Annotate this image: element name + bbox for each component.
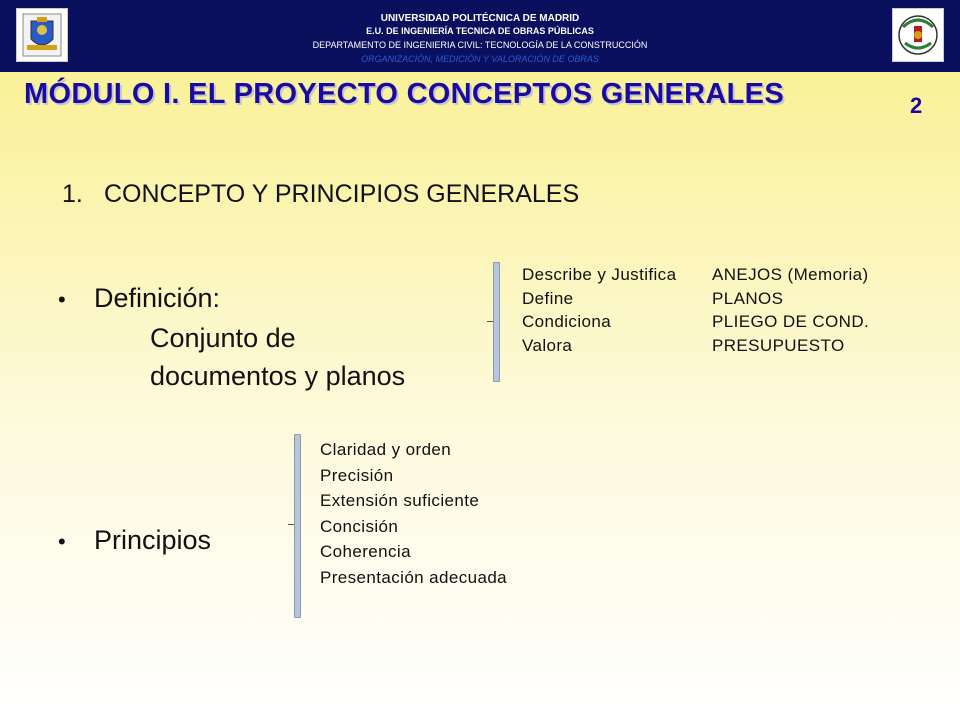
list-item: [522, 336, 869, 360]
principios-bullet: [58, 525, 211, 556]
principios-label: Principios: [94, 525, 212, 555]
doc-verb: Define: [522, 288, 574, 308]
list-item: Precisión: [320, 465, 394, 485]
list-item: Coherencia: [320, 542, 411, 561]
definicion-bullet: [58, 283, 220, 314]
page-number: 2: [910, 93, 923, 118]
list-item: Presentación adecuada: [320, 567, 508, 587]
list-item: Extensión suficiente: [320, 491, 480, 510]
definicion-text-line1: Conjunto de: [150, 323, 296, 353]
section-number: 1.: [62, 180, 83, 208]
list-item: Claridad y orden: [320, 440, 452, 459]
list-item: [522, 289, 869, 313]
bullet-icon: •: [58, 286, 66, 312]
slide-title: MÓDULO I. EL PROYECTO CONCEPTOS GENERALES: [24, 78, 784, 110]
doc-name: PRESUPUESTO: [712, 335, 845, 355]
school-name: E.U. DE INGENIERÍA TECNICA DE OBRAS PÚBLICAS: [366, 26, 594, 36]
doc-name: ANEJOS (Memoria): [712, 265, 869, 284]
doc-name: PLIEGO DE COND.: [712, 312, 870, 331]
bullet-icon: •: [58, 528, 66, 554]
list-item: Concisión: [320, 516, 399, 536]
definicion-bracket: [493, 262, 500, 382]
list-item: [522, 265, 869, 289]
definicion-text-line2: documentos y planos: [150, 361, 406, 391]
doc-name: PLANOS: [712, 288, 784, 308]
principios-bracket: [294, 434, 301, 618]
definicion-list: [522, 265, 869, 359]
section-heading: [62, 180, 579, 209]
definicion-label: Definición:: [94, 283, 221, 313]
university-name: UNIVERSIDAD POLITÉCNICA DE MADRID: [380, 13, 580, 24]
department-name: DEPARTAMENTO DE INGENIERIA CIVIL: TECNOLOGÍA DE LA CONSTRUCCIÓN: [312, 40, 648, 50]
principios-list: [320, 440, 507, 593]
engineering-emblem-icon: [892, 8, 944, 62]
list-item: [522, 312, 869, 336]
section-label: CONCEPTO Y PRINCIPIOS GENERALES: [104, 180, 580, 208]
doc-verb: Describe y Justifica: [522, 265, 677, 284]
course-name: ORGANIZACIÓN, MEDICIÓN Y VALORACIÓN DE OBRAS: [361, 54, 599, 64]
doc-verb: Valora: [522, 335, 573, 355]
header-bar: [0, 0, 960, 72]
doc-verb: Condiciona: [522, 312, 612, 331]
